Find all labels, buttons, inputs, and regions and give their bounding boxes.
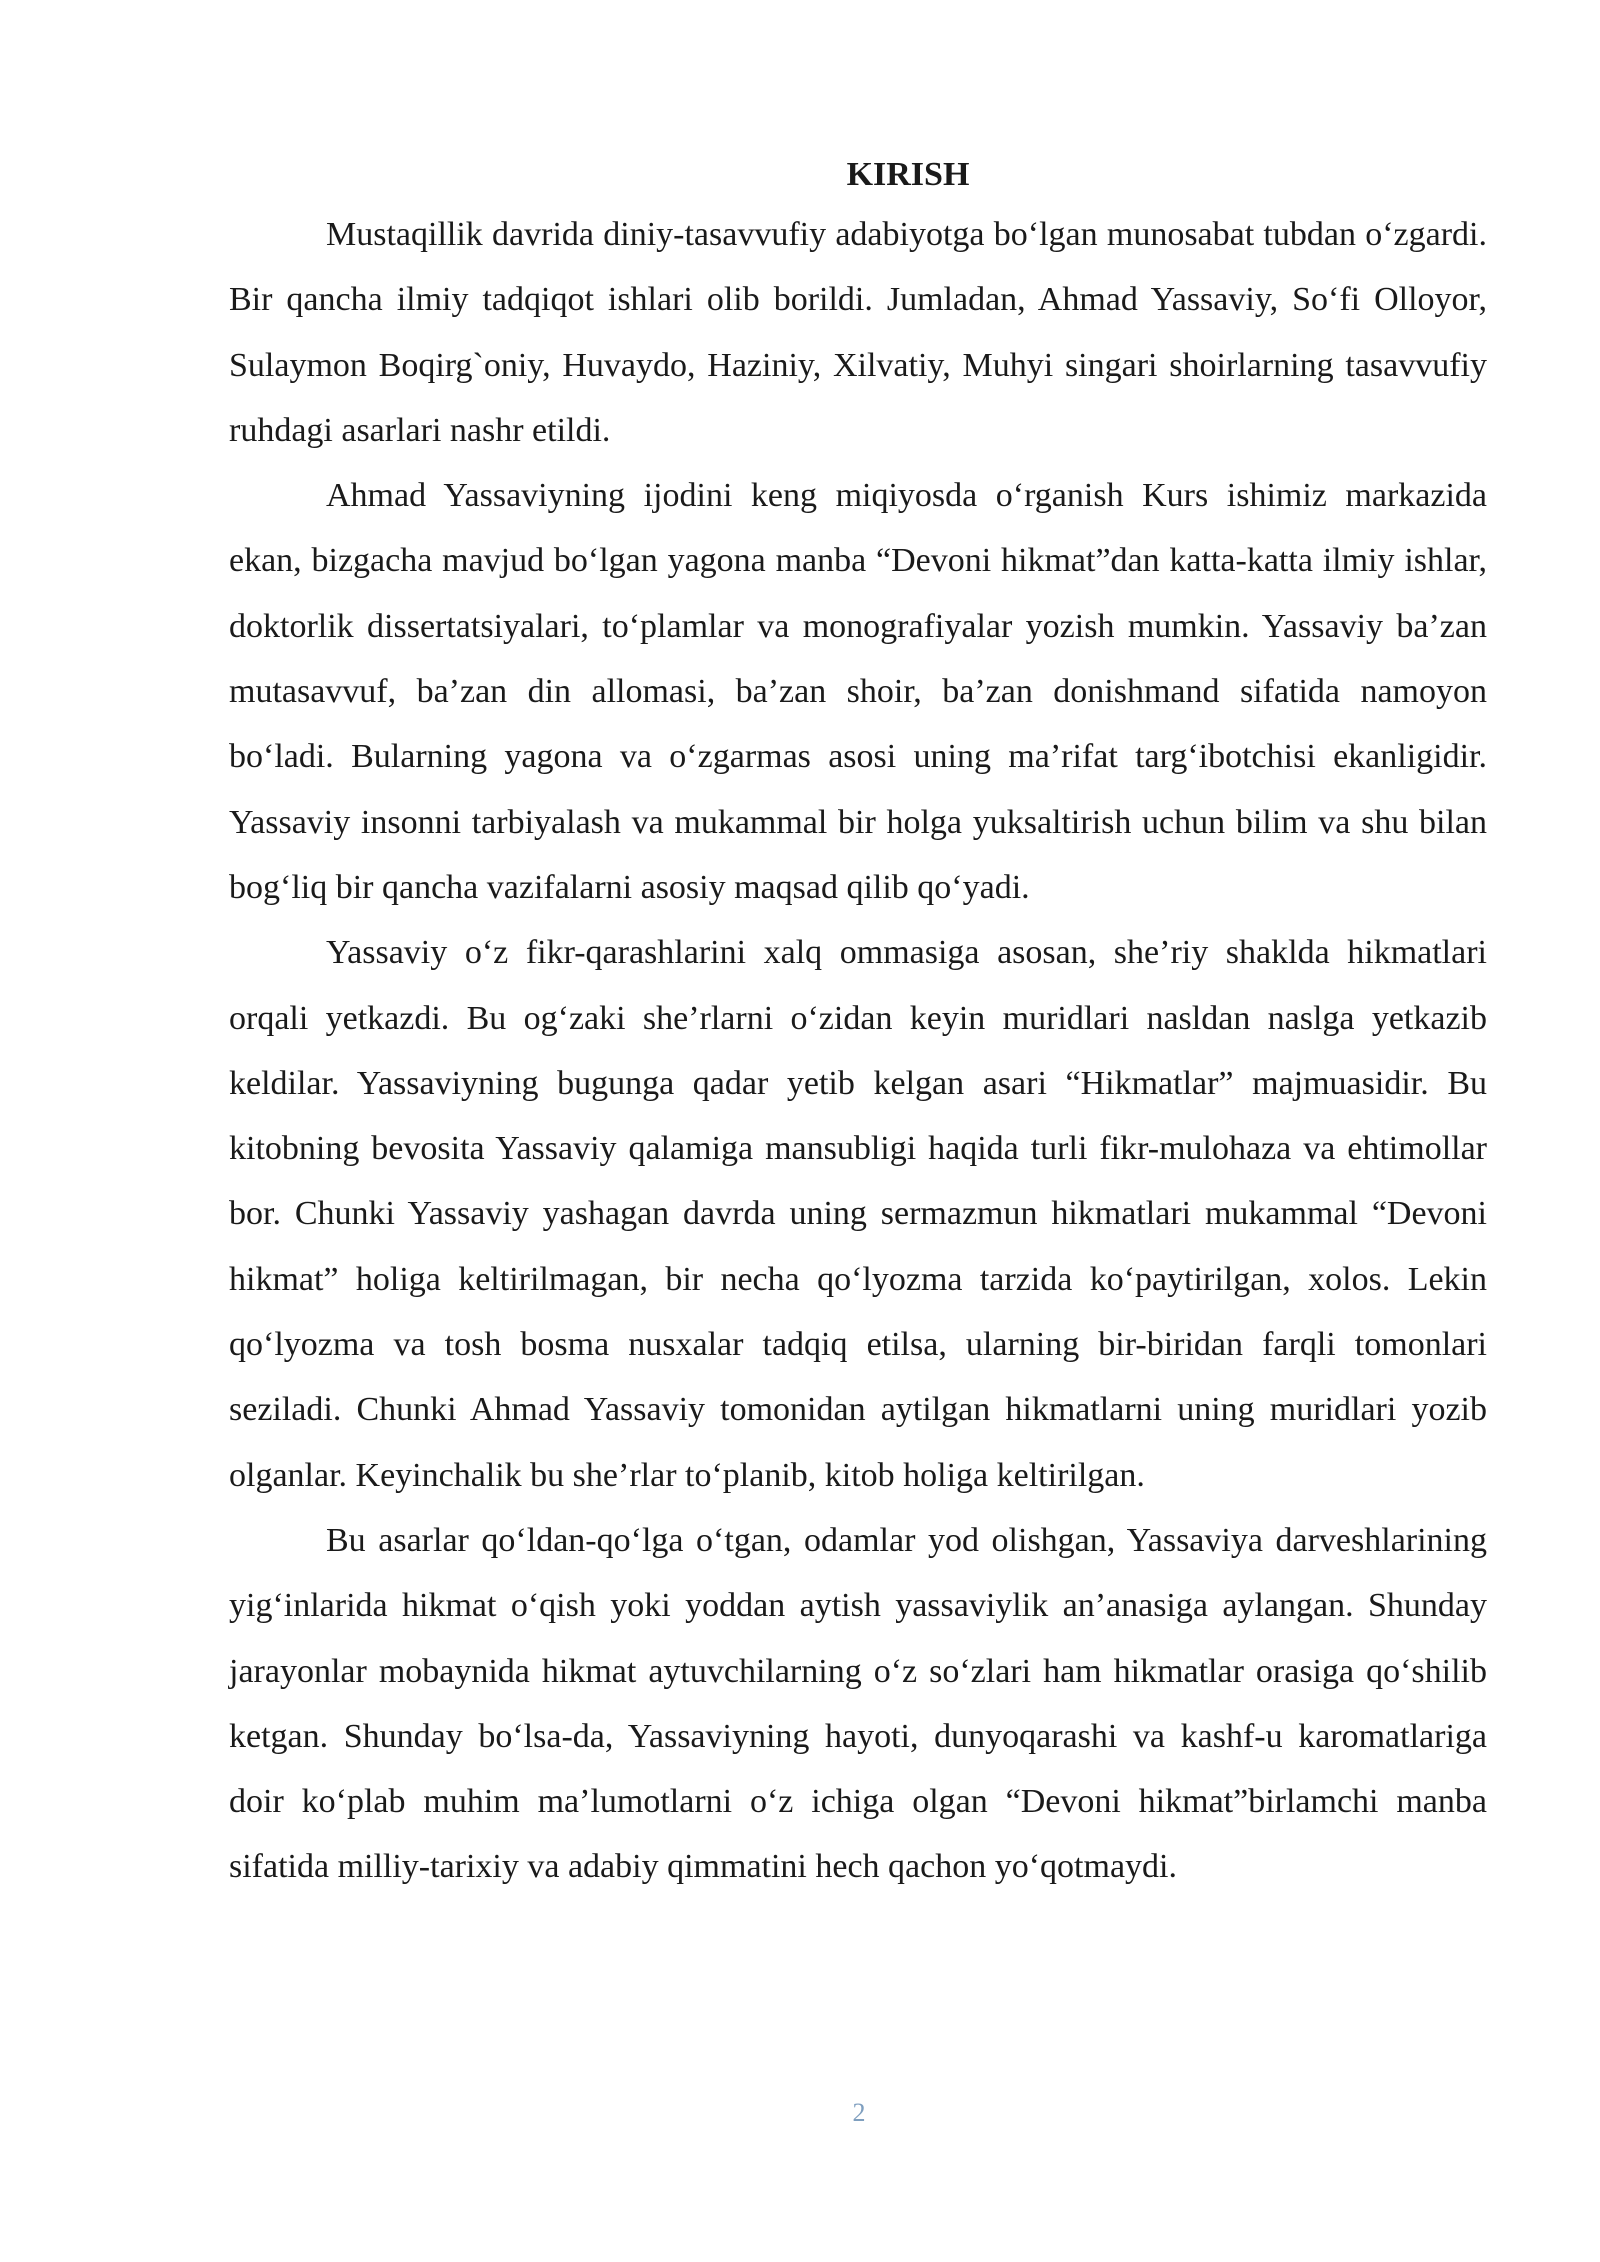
page-number: 2 xyxy=(852,2098,866,2127)
paragraph-1: Mustaqillik davrida diniy-tasavvufiy adabiyotga boʻlgan munosabat tubdan oʻzgardi. Bir qancha ilmiy tadqiqot ishlari olib borildi. Jumladan, Ahmad Yassaviy, Soʻfi Olloyor, Sulaymon Boqirg`oniy, Huvaydo, Haziniy, Xilvatiy, Muhyi singari shoirlarning tasavvufiy ruhdagi asarlari nashr etildi. xyxy=(229,216,1487,449)
paragraph-2: Ahmad Yassaviyning ijodini keng miqiyosda oʻrganish Kurs ishimiz markazida ekan, bizgacha mavjud boʻlgan yagona manba “Devoni hikmat”dan katta-katta ilmiy ishlar, doktorlik dissertatsiyalari, toʻplamlar va monografiyalar yozish mumkin. Yassaviy ba’zan mutasavvuf, ba’zan din allomasi, ba’zan shoir, ba’zan donishmand sifatida namoyon boʻladi. Bularning yagona va oʻzgarmas asosi uning ma’rifat targʻibotchisi ekanligidir. Yassaviy insonni tarbiyalash va mukammal bir holga yuksaltirish uchun bilim va shu bilan bogʻliq bir qancha vazifalarni asosiy maqsad qilib qoʻyadi. xyxy=(229,477,1487,906)
document-body xyxy=(229,148,1487,1900)
page-title: KIRISH xyxy=(846,156,970,193)
paragraph-3: Yassaviy oʻz fikr-qarashlarini xalq ommasiga asosan, she’riy shaklda hikmatlari orqali yetkazdi. Bu ogʻzaki she’rlarni oʻzidan keyin muridlari nasldan naslga yetkazib keldilar. Yassaviyning bugunga qadar yetib kelgan asari “Hikmatlar” majmuasidir. Bu kitobning bevosita Yassaviy qalamiga mansubligi haqida turli fikr-mulohaza va ehtimollar bor. Chunki Yassaviy yashagan davrda uning sermazmun hikmatlari mukammal “Devoni hikmat” holiga keltirilmagan, bir necha qoʻlyozma tarzida koʻpaytirilgan, xolos. Lekin qoʻlyozma va tosh bosma nusxalar tadqiq etilsa, ularning bir-biridan farqli tomonlari seziladi. Chunki Ahmad Yassaviy tomonidan aytilgan hikmatlarni uning muridlari yozib olganlar. Keyinchalik bu she’rlar toʻplanib, kitob holiga keltirilgan. xyxy=(229,934,1487,1494)
paragraph-4: Bu asarlar qoʻldan-qoʻlga oʻtgan, odamlar yod olishgan, Yassaviya darveshlarining yigʻinlarida hikmat oʻqish yoki yoddan aytish yassaviylik an’anasiga aylangan. Shunday jarayonlar mobaynida hikmat aytuvchilarning oʻz soʻzlari ham hikmatlar orasiga qoʻshilib ketgan. Shunday boʻlsa-da, Yassaviyning hayoti, dunyoqarashi va kashf-u karomatlariga doir koʻplab muhim ma’lumotlarni oʻz ichiga olgan “Devoni hikmat”birlamchi manba sifatida milliy-tarixiy va adabiy qimmatini hech qachon yoʻqotmaydi. xyxy=(229,1521,1487,1886)
